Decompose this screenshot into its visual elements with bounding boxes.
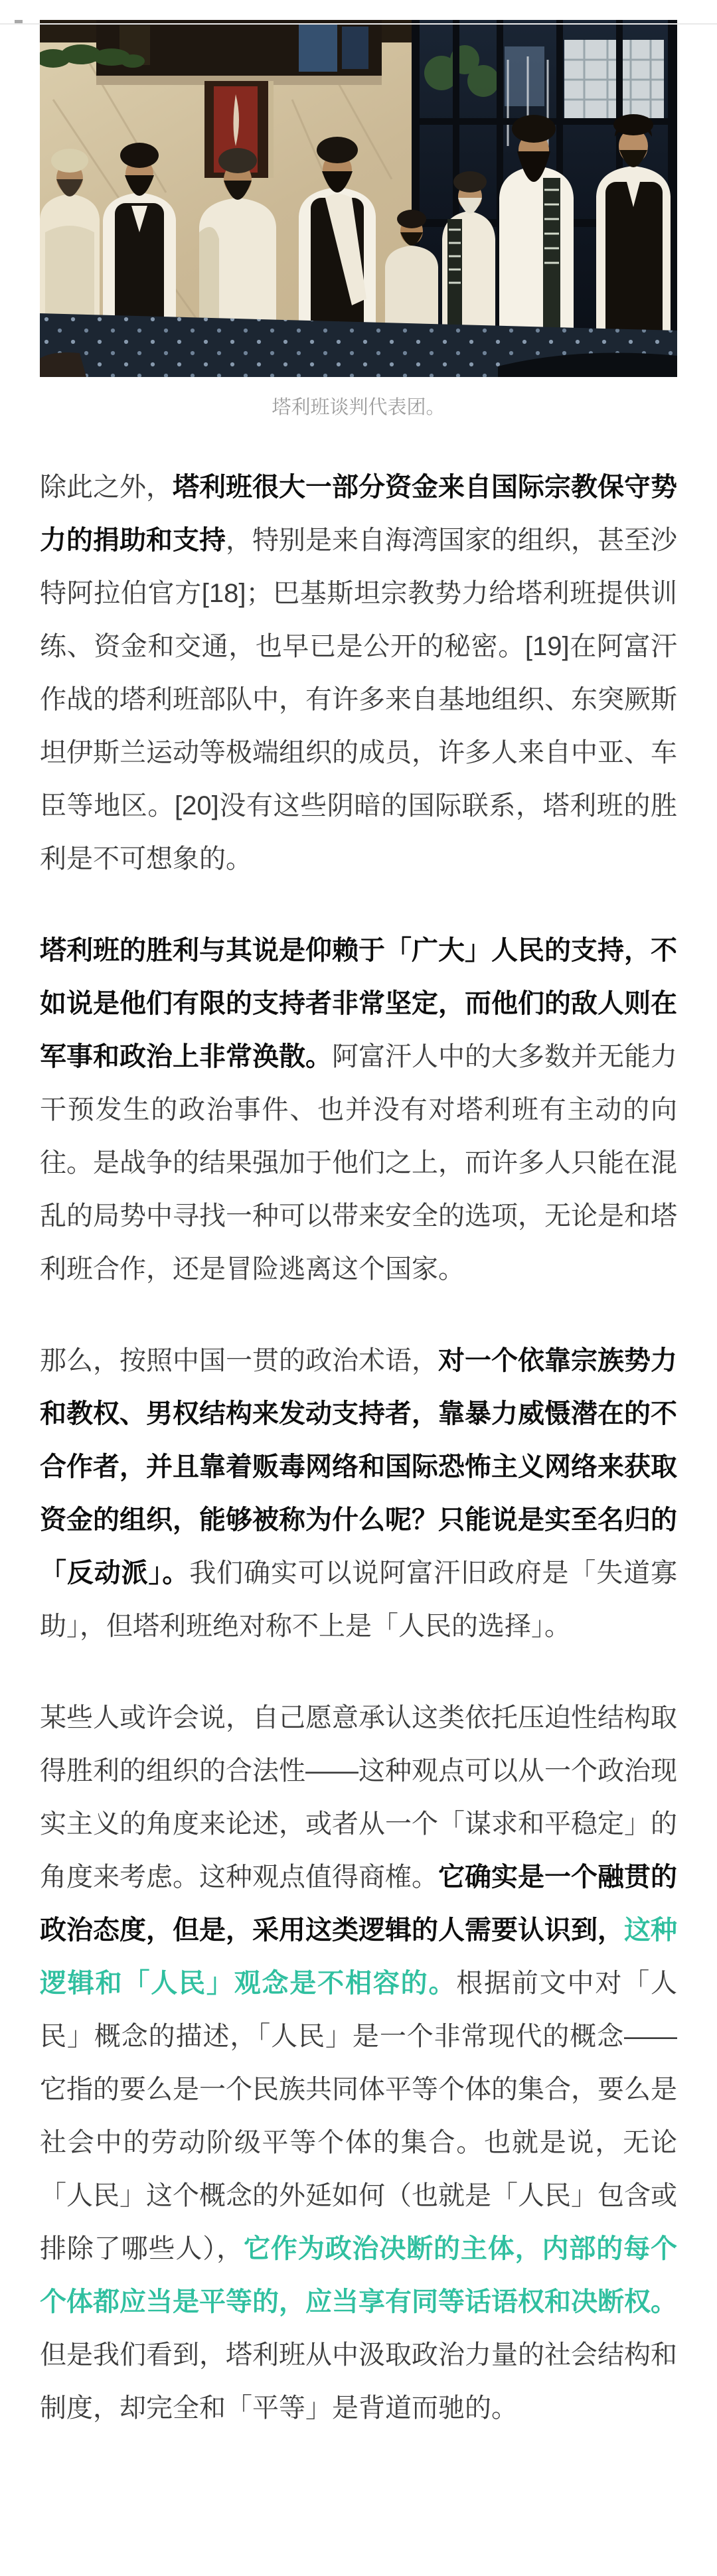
article-photo[interactable] [40, 20, 677, 377]
text-run-normal: 某些人或许会说，自己愿意承认这类依托压迫性结构取得胜利的组织的合法性——这种观点可以从一个政治现实主义的角度来论述，或者从一个「谋求和平稳定」的角度来考虑。这种观点值得商榷。 [40, 1703, 677, 1892]
paragraph [40, 1691, 677, 2435]
text-run-highlight: 它作为政治决断的主体，内部的每个个体都应当是平等的，应当享有同等话语权和决断权。 [40, 2234, 678, 2316]
text-run-bold: 它确实是一个融贯的政治态度，但是，采用这类逻辑的人需要认识到， [40, 1862, 677, 1945]
text-run-highlight: 这种逻辑和「人民」观念是不相容的。 [40, 1916, 677, 1998]
text-run-bold: 塔利班的胜利与其说是仰赖于「广大」人民的支持，不如说是他们有限的支持者非常坚定，而他们的敌人则在军事和政治上非常涣散。 [40, 936, 677, 1071]
photo-caption: 塔利班谈判代表团。 [272, 397, 445, 418]
text-run-bold: 对一个依靠宗族势力和教权、男权结构来发动支持者，靠暴力威慑潜在的不合作者，并且靠着贩毒网络和国际恐怖主义网络来获取资金的组织，能够被称为什么呢？只能说是实至名归的「反动派」。 [40, 1346, 677, 1588]
text-run-normal: 除此之外， [40, 473, 173, 502]
article-body [0, 461, 717, 2435]
paragraph [40, 461, 677, 885]
text-run-normal: 我们确实可以说阿富汗旧政府是「失道寡助」，但塔利班绝对称不上是「人民的选择」。 [40, 1558, 678, 1641]
taliban-delegation-photo-illustration [40, 20, 677, 377]
text-run-bold: 塔利班很大一部分资金来自国际宗教保守势力的捐助和支持 [40, 473, 677, 555]
text-run-normal: 阿富汗人中的大多数并无能力干预发生的政治事件、也并没有对塔利班有主动的向往。是战争的结果强加于他们之上，而许多人只能在混乱的局势中寻找一种可以带来安全的选项，无论是和塔利班合作，还是冒险逃离这个国家。 [40, 1042, 677, 1284]
text-run-normal: 但是我们看到，塔利班从中汲取政治力量的社会结构和制度，却完全和「平等」是背道而驰的。 [40, 2340, 677, 2423]
text-run-normal: 那么，按照中国一贯的政治术语， [40, 1346, 438, 1375]
top-divider-rule [0, 23, 717, 25]
paragraph [40, 924, 677, 1296]
text-run-normal: 根据前文中对「人民」概念的描述，「人民」是一个非常现代的概念——它指的要么是一个民族共同体平等个体的集合，要么是社会中的劳动阶级平等个体的集合。也就是说，无论「人民」这个概念的外延如何（也就是「人民」包含或排除了哪些人）， [40, 1969, 678, 2263]
article-page [0, 20, 717, 2435]
paragraph [40, 1334, 677, 1653]
text-run-normal: ，特别是来自海湾国家的组织，甚至沙特阿拉伯官方[18]；巴基斯坦宗教势力给塔利班提供训练、资金和交通，也早已是公开的秘密。[19]在阿富汗作战的塔利班部队中，有许多来自基地组织、东突厥斯坦伊斯兰运动等极端组织的成员，许多人来自中亚、车臣等地区。[20]没有这些阴暗的国际联系，塔利班的胜利是不可想象的。 [40, 526, 677, 873]
